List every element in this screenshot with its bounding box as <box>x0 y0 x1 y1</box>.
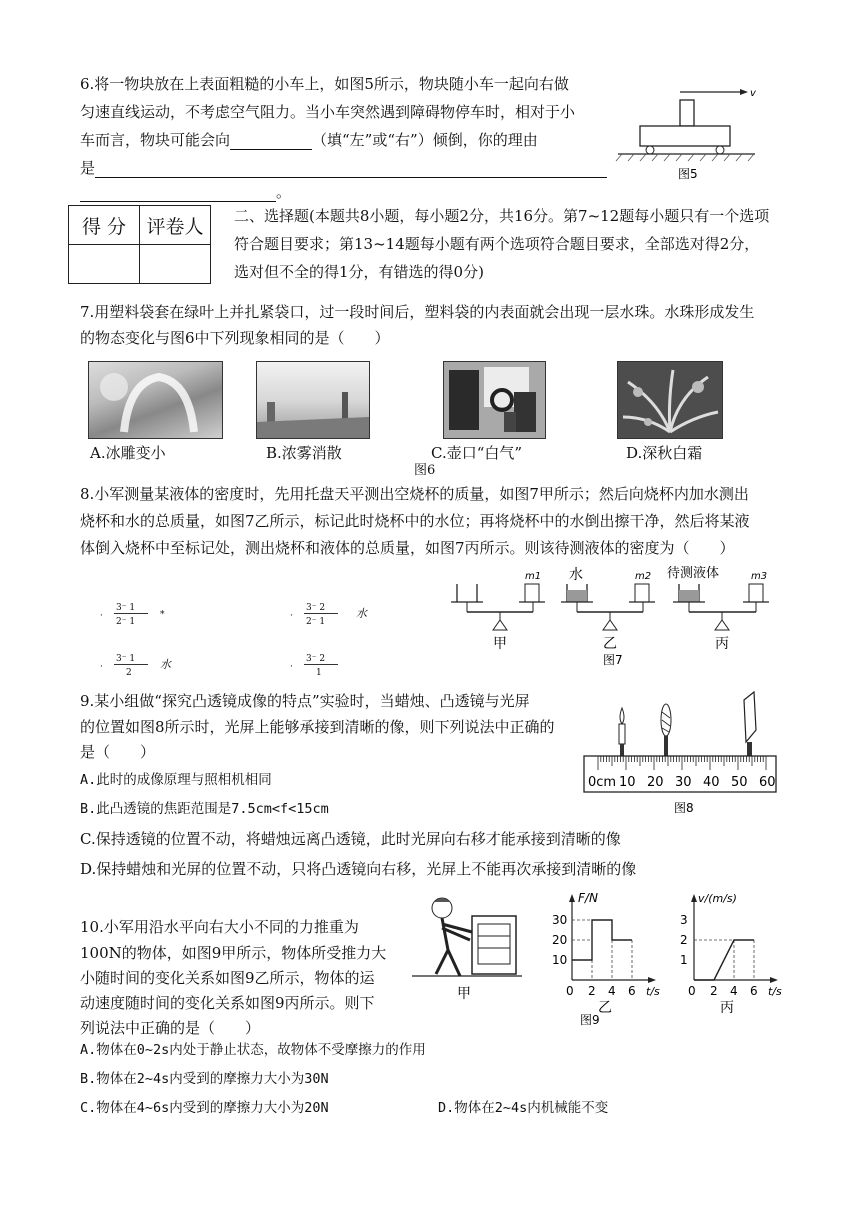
force-time-graph <box>552 891 660 1016</box>
fig9-v-tick-3: 3 <box>680 913 688 927</box>
q9-line1: 9.某小组做“探究凸透镜成像的特点”实验时，当蜡烛、凸透镜与光屏 <box>80 692 530 710</box>
q7-line2: 的物态变化与图6中下列现象相同的是（ ） <box>80 329 390 347</box>
figure-7-balances <box>445 562 785 670</box>
fig5-caption: 图5 <box>678 167 698 181</box>
q8-a-suffix: * <box>160 610 165 620</box>
fig7-m3: m3 <box>751 571 768 582</box>
fig9-f-tick-30: 30 <box>552 913 568 927</box>
fig7-m1: m1 <box>525 571 542 582</box>
q6-line2: 匀速直线运动，不考虑空气阻力。当小车突然遇到障碍物停车时，相对于小 <box>80 103 576 121</box>
fig9-v-tick-2: 2 <box>680 933 688 947</box>
section2-line1: 二、选择题(本题共8小题，每小题2分，共16分。第7~12题每小题只有一个选项 <box>234 207 770 225</box>
q6-line4-start: 是 <box>80 159 96 177</box>
q6-line5 <box>80 182 291 202</box>
q10-option-d[interactable]: D.物体在2~4s内机械能不变 <box>438 1100 609 1116</box>
q9-option-d[interactable]: D.保持蜡烛和光屏的位置不动，只将凸透镜向右移，光屏上不能再次承接到清晰的像 <box>80 860 637 878</box>
ruler-tick-label: 30 <box>675 775 692 790</box>
q8-a-denominator: 2⁻ 1 <box>116 617 136 627</box>
fig9-yi: 乙 <box>598 1000 612 1016</box>
q8-c-denominator: 2 <box>126 668 132 678</box>
q8-line2: 烧杯和水的总质量，如图7乙所示，标记此时烧杯中的水位；再将烧杯中的水倒出擦干净，然后将某液 <box>80 512 750 530</box>
fig9-f-tick-10: 10 <box>552 953 568 967</box>
fig9-jia: 甲 <box>457 986 471 1002</box>
q10-line3: 小随时间的变化关系如图9乙所示，物体的运 <box>80 969 375 987</box>
balance-bing <box>667 565 769 652</box>
q9-option-c[interactable]: C.保持透镜的位置不动，将蜡烛远离凸透镜，此时光屏向右移才能承接到清晰的像 <box>80 830 621 848</box>
q7-line1: 7.用塑料袋套在绿叶上并扎紧袋口，过一段时间后，塑料袋的内表面就会出现一层水珠。水珠形成发生 <box>80 303 755 321</box>
score-header: 得 分 <box>69 206 140 245</box>
q8-c-numerator: 3⁻ 1 <box>116 654 136 664</box>
q8-line3: 体倒入烧杯中至标记处，测出烧杯和液体的总质量，如图7丙所示。则该待测液体的密度为（ ） <box>80 539 735 557</box>
q8-b-numerator: 3⁻ 2 <box>306 603 326 613</box>
fig9-bing: 丙 <box>720 1000 734 1016</box>
q6-line1: 6.将一物块放在上表面粗糙的小车上，如图5所示，物块随小车一起向右做 <box>80 75 569 93</box>
ruler-tick-label: 20 <box>647 775 664 790</box>
option-a-caption: A.冰雕变小 <box>90 444 166 462</box>
fig7-jia: 甲 <box>493 636 507 652</box>
fig9-v-tick-1: 1 <box>680 953 688 967</box>
photo-ice-sculpture <box>88 361 223 439</box>
ruler-tick-label: 50 <box>731 775 748 790</box>
fig9-yi-t2: 2 <box>588 984 596 998</box>
photo-frost <box>617 361 723 439</box>
velocity-time-graph <box>680 892 782 1016</box>
lens-icon <box>661 704 671 756</box>
score-table <box>68 205 211 284</box>
section2-line2: 符合题目要求；第13~14题每小题有两个选项符合题目要求，全部选对得2分， <box>234 235 760 253</box>
fig9-bing-t4: 4 <box>730 984 738 998</box>
fig7-caption: 图7 <box>603 653 623 667</box>
q10-line1: 10.小军用沿水平向右大小不同的力推重为 <box>80 918 359 936</box>
screen-icon <box>744 692 756 756</box>
fig9-bing-t6: 6 <box>750 984 758 998</box>
q6-line3-start: 车而言，物块可能会向 <box>80 131 231 149</box>
fig9-caption: 图9 <box>580 1013 600 1027</box>
q6-answer-blank[interactable] <box>230 133 312 150</box>
q6-line5-end: 。 <box>276 183 292 201</box>
q10-line2: 100N的物体，如图9甲所示，物体所受推力大 <box>80 944 387 962</box>
fig5-v-label: v <box>750 88 756 99</box>
fig7-water: 水 <box>569 567 583 583</box>
fig7-m2: m2 <box>635 571 652 582</box>
option-d-caption: D.深秋白霜 <box>626 444 703 462</box>
fig7-yi: 乙 <box>603 636 617 652</box>
q8-b-suffix: 水 <box>356 607 367 620</box>
boy-pushing-box-icon <box>412 898 522 1002</box>
q6-line3 <box>80 130 538 150</box>
fig9-t-axis-bing: t/s <box>768 985 782 998</box>
fig9-v-axis: v/(m/s) <box>698 892 737 905</box>
q10-line4: 动速度随时间的变化关系如图9丙所示。则下 <box>80 994 375 1012</box>
q6-reason-blank-2[interactable] <box>80 185 276 202</box>
balance-yi <box>561 566 655 652</box>
fig9-t-axis-yi: t/s <box>646 985 660 998</box>
q9-line3: 是（ ） <box>80 743 156 761</box>
figure-5-cart <box>610 84 760 184</box>
ruler-tick-label: 10 <box>619 775 636 790</box>
q8-line1: 8.小军测量某液体的密度时，先用托盘天平测出空烧杯的质量，如图7甲所示；然后向烧杯内加水测出 <box>80 485 749 503</box>
option-b-caption: B.浓雾消散 <box>266 444 342 462</box>
reviewer-header: 评卷人 <box>140 206 211 245</box>
fig9-yi-t4: 4 <box>608 984 616 998</box>
fig9-f-axis: F/N <box>578 891 598 905</box>
figure-8-optical-bench <box>582 690 782 818</box>
option-c-caption: C.壶口“白气” <box>431 444 523 462</box>
fig9-yi-t0: 0 <box>566 984 574 998</box>
fig6-caption: 图6 <box>414 463 436 478</box>
q6-reason-blank[interactable] <box>95 161 607 178</box>
fig7-bing: 丙 <box>715 636 729 652</box>
q8-b-denominator: 2⁻ 1 <box>306 617 326 627</box>
q8-c-suffix: 水 <box>160 658 171 671</box>
fig8-caption: 图8 <box>674 801 694 815</box>
ruler-tick-label: 40 <box>703 775 720 790</box>
photo-kettle <box>443 361 546 439</box>
q10-option-a[interactable]: A.物体在0~2s内处于静止状态，故物体不受摩擦力的作用 <box>80 1042 426 1058</box>
q8-d-numerator: 3⁻ 2 <box>306 654 326 664</box>
score-cell[interactable] <box>69 245 140 284</box>
fig9-bing-t0: 0 <box>688 984 696 998</box>
q9-option-b[interactable]: B.此凸透镜的焦距范围是7.5cm<f<15cm <box>80 801 329 817</box>
q6-line4 <box>80 158 607 178</box>
fig9-bing-t2: 2 <box>710 984 718 998</box>
ruler-tick-label: 60 <box>759 775 776 790</box>
fig9-f-tick-20: 20 <box>552 933 568 947</box>
q8-d-denominator: 1 <box>316 668 322 678</box>
q10-line5: 列说法中正确的是（ ） <box>80 1019 261 1037</box>
fig7-liquid: 待测液体 <box>667 566 720 581</box>
reviewer-cell[interactable] <box>140 245 211 284</box>
ruler-tick-label: 0cm <box>588 775 617 790</box>
q10-option-c[interactable]: C.物体在4~6s内受到的摩擦力大小为20N <box>80 1100 329 1116</box>
section2-line3: 选对但不全的得1分，有错选的得0分) <box>234 263 484 281</box>
photo-fog <box>256 361 370 439</box>
fig9-yi-t6: 6 <box>628 984 636 998</box>
q9-line2: 的位置如图8所示时，光屏上能够承接到清晰的像，则下列说法中正确的 <box>80 718 555 736</box>
q10-option-b[interactable]: B.物体在2~4s内受到的摩擦力大小为30N <box>80 1071 329 1087</box>
q6-line3-end: （填“左”或“右”）倾倒，你的理由 <box>312 131 538 149</box>
q8-a-numerator: 3⁻ 1 <box>116 603 136 613</box>
balance-jia <box>451 571 545 652</box>
candle-icon <box>619 708 625 756</box>
q9-option-a[interactable]: A.此时的成像原理与照相机相同 <box>80 772 272 788</box>
figure-9 <box>412 890 792 1028</box>
